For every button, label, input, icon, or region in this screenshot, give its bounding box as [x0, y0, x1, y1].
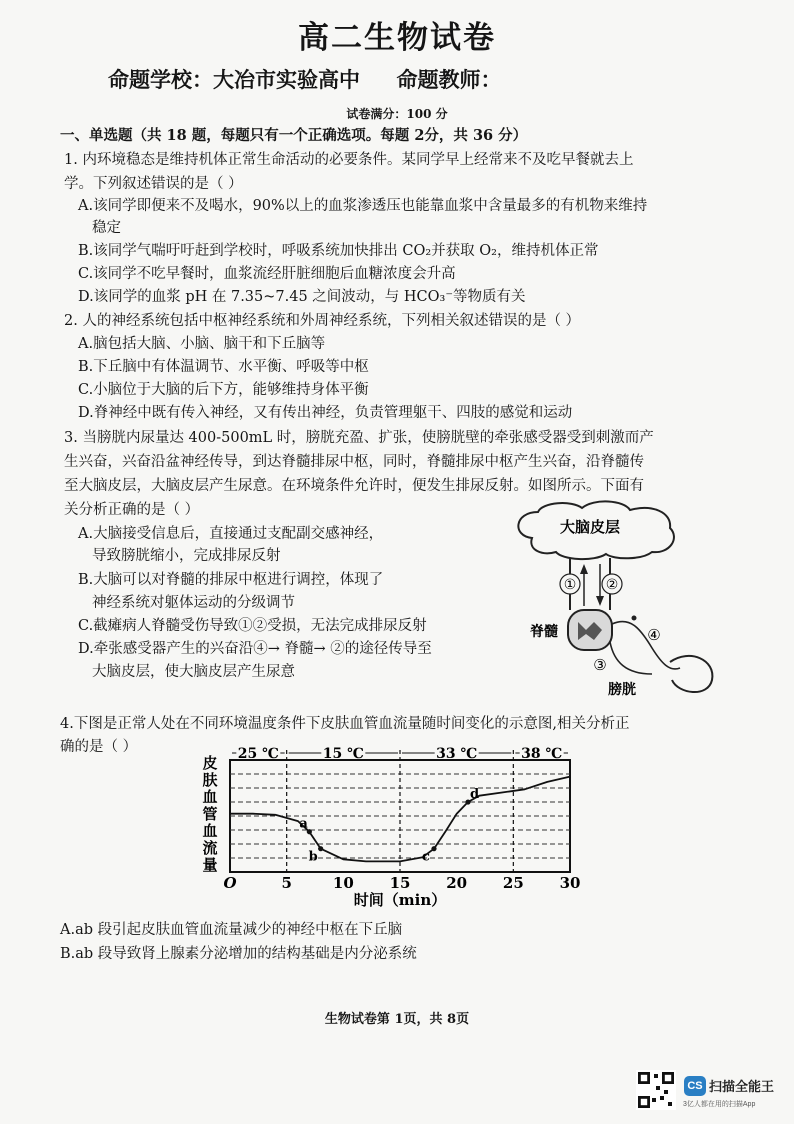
x-tick-label: 20 [446, 874, 468, 892]
q4-option-a: A.ab 段引起皮肤血管血流量减少的神经中枢在下丘脑 [60, 922, 403, 938]
curve-point [431, 846, 436, 851]
q4-option-b: B.ab 段导致肾上腺素分泌增加的结构基础是内分泌系统 [60, 946, 417, 962]
svg-text:③: ③ [593, 656, 607, 674]
bladder-shape [670, 656, 712, 692]
temperature-label: 33 ℃ [436, 746, 478, 762]
q1-option-d: D.该同学的血浆 pH 在 7.35~7.45 之间波动，与 HCO₃⁻等物质有关 [78, 289, 526, 305]
q3-option-d: D.牵张感受器产生的兴奋沿④→ 脊髓→ ②的途径传导至 [78, 641, 432, 657]
x-tick-label: 25 [502, 874, 524, 892]
y-axis-label-char: 血 [202, 822, 218, 840]
q3-option-a: A.大脑接受信息后，直接通过支配副交感神经， [78, 526, 384, 542]
svg-text:①: ① [563, 577, 577, 593]
x-axis-label: 时间（min） [353, 891, 447, 909]
scanner-app-name: 扫描全能王 [709, 1079, 775, 1094]
svg-text:②: ② [605, 577, 619, 593]
q3-option-a: 导致膀胱缩小，完成排尿反射 [92, 548, 281, 564]
cortex-label: 大脑皮层 [559, 518, 621, 536]
page-title: 高二生物试卷 [298, 20, 496, 56]
point-label: b [308, 849, 318, 865]
q2-option-a: A.脑包括大脑、小脑、脑干和下丘脑等 [78, 336, 326, 352]
point-label: a [299, 816, 308, 832]
q3-stem: 至大脑皮层，大脑皮层产生尿意。在环境条件允许时，便发生排尿反射。如图所示。下面有 [64, 478, 644, 494]
point-label: c [422, 849, 430, 865]
q4-stem: 4.下图是正常人处在不同环境温度条件下皮肤血管血流量随时间变化的示意图,相关分析正 [60, 716, 630, 732]
y-axis-label-char: 流 [202, 839, 218, 857]
temperature-label: 15 ℃ [322, 746, 364, 762]
q1-option-c: C.该同学不吃早餐时，血浆流经肝脏细胞后血糖浓度会升高 [78, 266, 456, 282]
full-score: 试卷满分：100 分 [346, 107, 448, 121]
bladder-label: 膀胱 [608, 682, 636, 698]
q2-stem: 2. 人的神经系统包括中枢神经系统和外周神经系统，下列相关叙述错误的是（ ） [64, 313, 581, 329]
q3-option-b: B.大脑可以对脊髓的排尿中枢进行调控，体现了 [78, 572, 384, 588]
qr-code-icon [636, 1070, 676, 1110]
scanner-tagline: 3亿人都在用的扫描App [683, 1101, 756, 1108]
temperature-label: 25 ℃ [237, 746, 279, 762]
curve-point [318, 846, 323, 851]
y-axis-label-char: 量 [202, 856, 218, 874]
y-axis-label-char: 皮 [202, 754, 218, 772]
scanner-logo-icon: CS [684, 1076, 706, 1096]
y-axis-label-char: 肤 [202, 771, 218, 789]
page-footer: 生物试卷第 1页，共 8页 [324, 1012, 470, 1027]
q1-stem: 1. 内环境稳态是维持机体正常生命活动的必要条件。某同学早上经常来不及吃早餐就去上 [64, 152, 634, 168]
q3-option-d: 大脑皮层，使大脑皮层产生尿意 [92, 664, 295, 680]
exam-author-line: 命题学校：大冶市实验高中 命题教师： [108, 67, 502, 92]
q3-option-c: C.截瘫病人脊髓受伤导致①②受损，无法完成排尿反射 [78, 618, 427, 634]
q3-stem: 3. 当膀胱内尿量达 400-500mL 时，膀胱充盈、扩张，使膀胱壁的牵张感受器受到刺激而产 [64, 430, 654, 446]
q3-stem: 生兴奋，兴奋沿盆神经传导，到达脊髓排尿中枢，同时，脊髓排尿中枢产生兴奋，沿脊髓传 [64, 454, 644, 470]
y-axis-label-char: 管 [202, 805, 218, 823]
q2-option-d: D.脊神经中既有传入神经，又有传出神经，负责管理躯干、四肢的感觉和运动 [78, 405, 573, 421]
spinal-cord-label: 脊髓 [530, 624, 558, 640]
q3-option-b: 神经系统对躯体运动的分级调节 [92, 595, 295, 611]
svg-text:④: ④ [647, 626, 661, 644]
point-label: d [470, 787, 480, 803]
y-axis-label-char: 血 [202, 788, 218, 806]
q2-option-b: B.下丘脑中有体温调节、水平衡、呼吸等中枢 [78, 359, 369, 375]
q1-option-a: A.该同学即便来不及喝水，90%以上的血浆渗透压也能靠血浆中含量最多的有机物来维持 [78, 198, 648, 214]
x-tick-label: 10 [332, 874, 354, 892]
blood-flow-chart [190, 742, 590, 910]
x-tick-label: 5 [281, 874, 292, 892]
x-tick-label: O [223, 874, 237, 892]
q4-stem: 确的是（ ） [60, 739, 138, 755]
q1-option-b: B.该同学气喘吁吁赶到学校时，呼吸系统加快排出 CO₂并获取 O₂，维持机体正常 [78, 243, 599, 259]
x-tick-label: 15 [389, 874, 411, 892]
x-tick-label: 30 [559, 874, 581, 892]
section-heading: 一、单选题（共 18 题，每题只有一个正确选项。每题 2分，共 36 分） [60, 127, 528, 144]
temperature-label: 38 ℃ [521, 746, 563, 762]
q1-stem: 学。下列叙述错误的是（ ） [64, 176, 243, 192]
q2-option-c: C.小脑位于大脑的后下方，能够维持身体平衡 [78, 382, 369, 398]
q1-option-a: 稳定 [92, 220, 121, 236]
q3-stem: 关分析正确的是（ ） [64, 502, 200, 518]
urination-reflex-diagram [502, 498, 722, 708]
